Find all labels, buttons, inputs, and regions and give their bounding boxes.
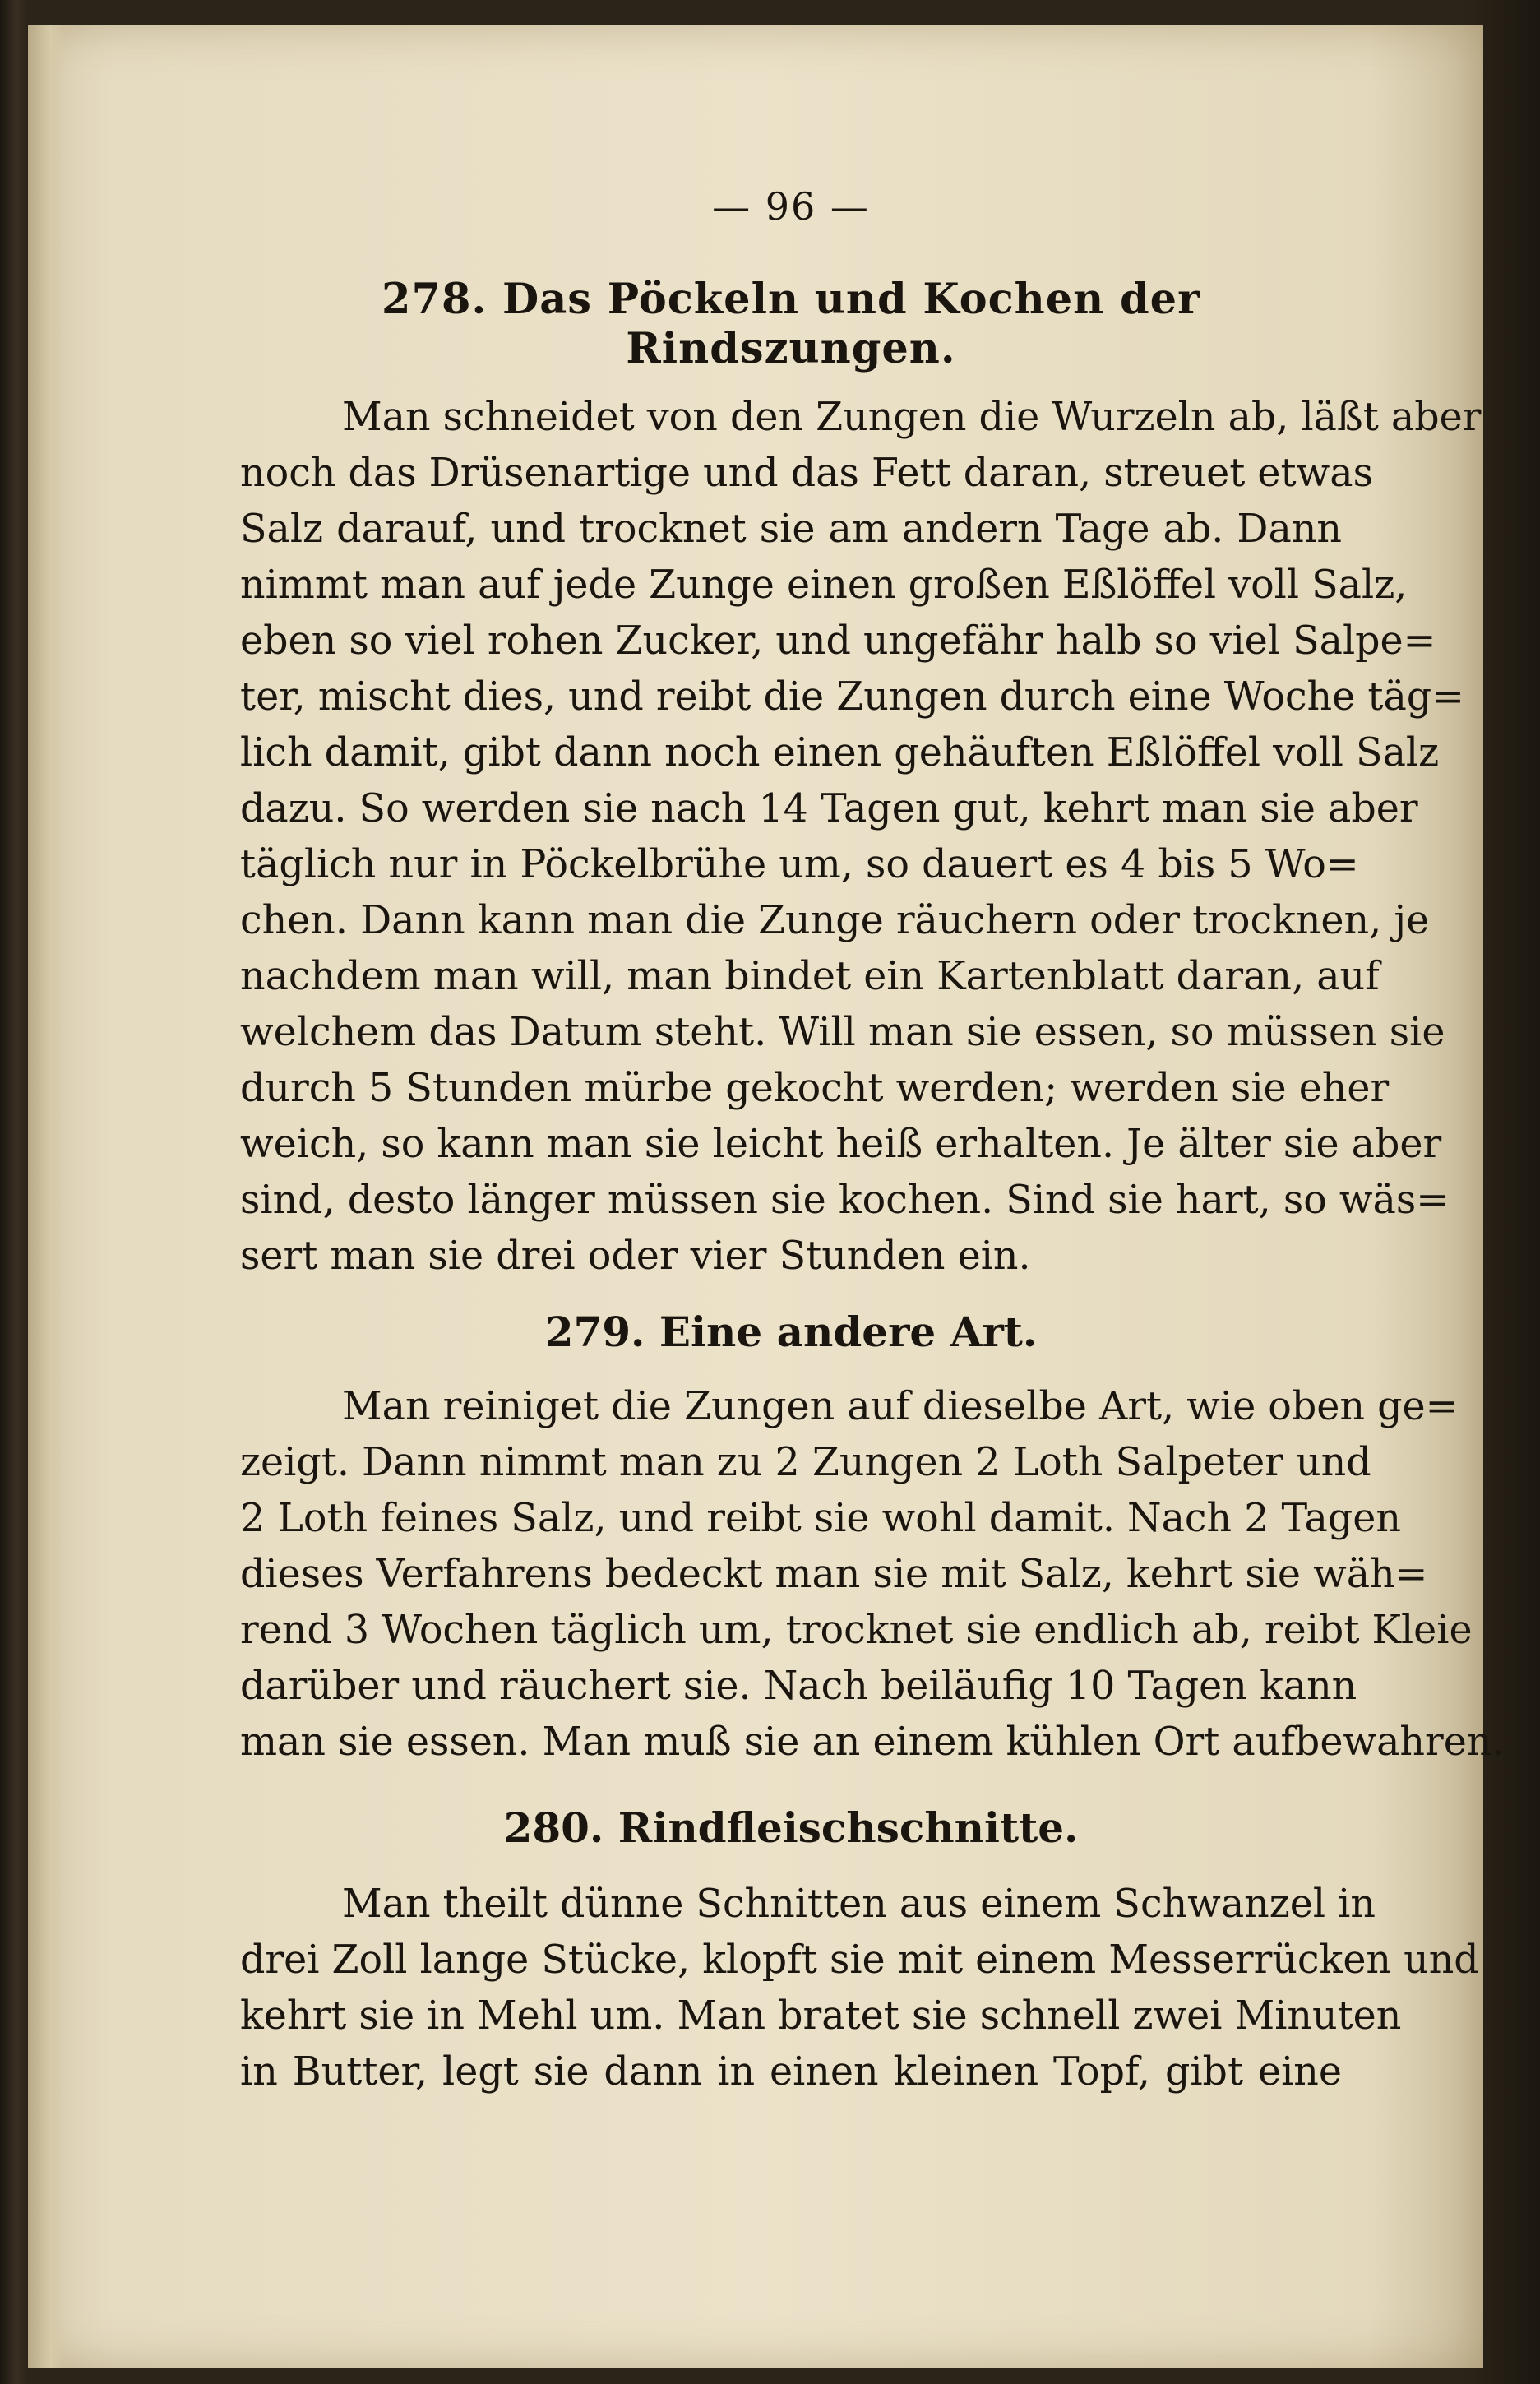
page-gutter <box>28 25 66 2368</box>
text-line: ter, mischt dies, und reibt die Zungen durch eine Woche täg= <box>240 674 1464 720</box>
text-line: durch 5 Stunden mürbe gekocht werden; werden sie eher <box>240 1066 1390 1111</box>
text-line: Man reiniget die Zungen auf dieselbe Art, wie oben ge= <box>342 1384 1459 1429</box>
text-line: man sie essen. Man muß sie an einem kühlen Ort aufbewahren. <box>240 1720 1505 1765</box>
text-line: weich, so kann man sie leicht heiß erhalten. Je älter sie aber <box>240 1122 1442 1167</box>
text-line: Salz darauf, und trocknet sie am andern Tage ab. Dann <box>240 507 1342 552</box>
text-line: nimmt man auf jede Zunge einen großen Eßlöffel voll Salz, <box>240 562 1408 608</box>
text-line: drei Zoll lange Stücke, klopft sie mit einem Messerrücken und <box>240 1937 1479 1983</box>
text-line: rend 3 Wochen täglich um, trocknet sie endlich ab, reibt Kleie <box>240 1608 1473 1653</box>
recipe-280 <box>240 1803 1479 2100</box>
recipe-number: 280. <box>503 1803 604 1852</box>
text-line: chen. Dann kann man die Zunge räuchern oder trocknen, je <box>240 898 1430 943</box>
recipe-279 <box>240 1308 1505 1771</box>
text-line: Man theilt dünne Schnitten aus einem Schwanzel in <box>342 1882 1376 1927</box>
text-line: dieses Verfahrens bedeckt man sie mit Salz, kehrt sie wäh= <box>240 1552 1428 1597</box>
text-line: noch das Drüsenartige und das Fett daran, streuet etwas <box>240 451 1373 496</box>
text-line: welchem das Datum steht. Will man sie essen, so müssen sie <box>240 1010 1445 1055</box>
text-line: 2 Loth feines Salz, und reibt sie wohl damit. Nach 2 Tagen <box>240 1496 1401 1541</box>
text-line: zeigt. Dann nimmt man zu 2 Zungen 2 Loth Salpeter und <box>240 1440 1371 1485</box>
recipe-title: Das Pöckeln und Kochen der Rindszungen. <box>502 275 1200 373</box>
text-line: täglich nur in Pöckelbrühe um, so dauert es 4 bis 5 Wo= <box>240 842 1359 887</box>
page-number: — 96 — <box>712 184 870 229</box>
text-line: sert man sie drei oder vier Stunden ein. <box>240 1234 1031 1279</box>
text-line: sind, desto länger müssen sie kochen. Sind sie hart, so wäs= <box>240 1178 1450 1223</box>
text-line: kehrt sie in Mehl um. Man bratet sie schnell zwei Minuten <box>240 1993 1402 2039</box>
text-line: darüber und räuchert sie. Nach beiläufig 10 Tagen kann <box>240 1664 1357 1709</box>
text-line: lich damit, gibt dann noch einen gehäuften Eßlöffel voll Salz <box>240 730 1440 775</box>
recipe-number: 278. <box>382 275 488 324</box>
recipe-heading <box>240 1803 1342 1852</box>
recipe-278 <box>240 275 1482 1285</box>
recipe-title: Eine andere Art. <box>659 1308 1038 1356</box>
recipe-heading <box>240 1308 1342 1356</box>
recipe-heading <box>240 275 1342 373</box>
text-block <box>240 164 1505 2100</box>
text-line: in Butter, legt sie dann in einen kleinen Topf, gibt eine <box>240 2049 1342 2095</box>
text-line: Man schneidet von den Zungen die Wurzeln ab, läßt aber <box>342 395 1482 440</box>
text-line: nachdem man will, man bindet ein Kartenblatt daran, auf <box>240 954 1380 999</box>
recipe-number: 279. <box>544 1308 645 1356</box>
text-line: eben so viel rohen Zucker, und ungefähr halb so viel Salpe= <box>240 618 1436 664</box>
text-line: dazu. So werden sie nach 14 Tagen gut, kehrt man sie aber <box>240 786 1418 831</box>
recipe-title: Rindfleischschnitte. <box>617 1803 1079 1852</box>
